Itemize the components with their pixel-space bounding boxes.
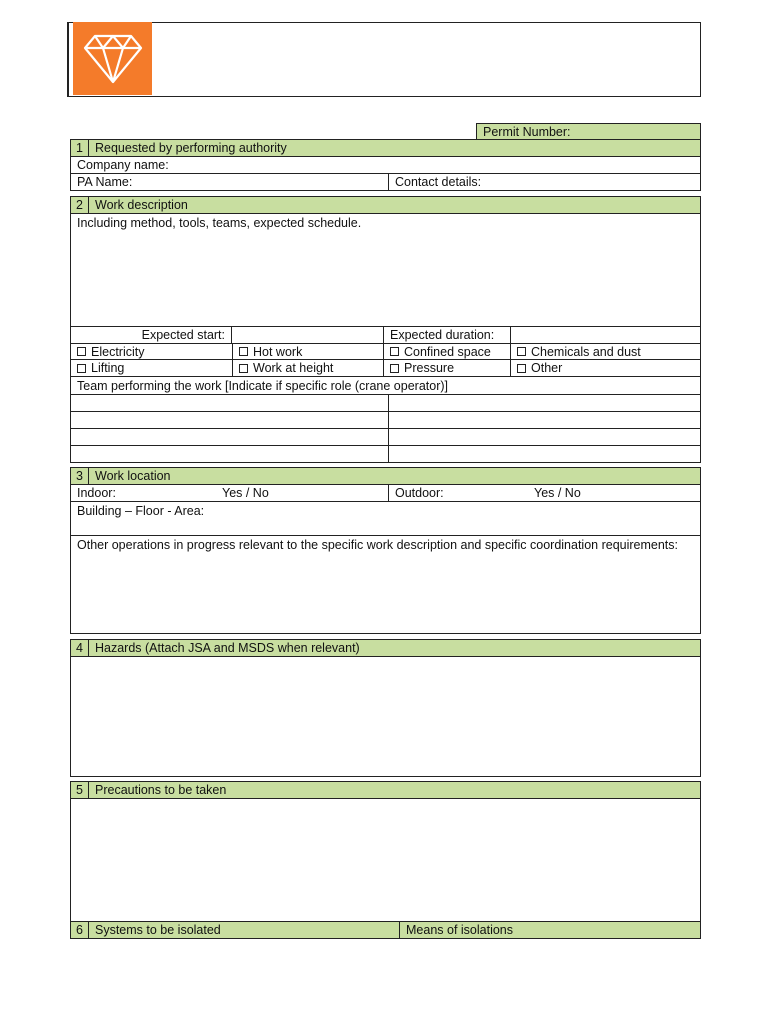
team-role-cell[interactable] — [389, 412, 700, 428]
checkbox-icon — [390, 364, 399, 373]
check-chemicals-dust[interactable] — [511, 344, 700, 359]
section-4-header — [70, 639, 701, 657]
diamond-icon — [83, 32, 143, 84]
pa-name-field[interactable] — [71, 174, 389, 190]
check-electricity[interactable] — [71, 344, 233, 359]
team-row — [70, 411, 701, 429]
section-1-number: 1 — [71, 140, 89, 156]
checkbox-icon — [239, 347, 248, 356]
team-row — [70, 445, 701, 463]
building-floor-area-label: Building – Floor - Area: — [77, 504, 205, 518]
company-logo — [73, 22, 152, 95]
team-role-cell[interactable] — [389, 446, 700, 462]
outdoor-value: Yes / No — [534, 486, 581, 500]
team-header-row — [70, 376, 701, 395]
team-member-cell[interactable] — [71, 446, 389, 462]
check-pressure[interactable] — [384, 360, 511, 376]
work-description-area[interactable] — [70, 213, 701, 327]
building-floor-area-field[interactable] — [70, 501, 701, 536]
section-2-header — [70, 196, 701, 214]
header-frame — [67, 22, 701, 97]
other-operations-area[interactable] — [70, 535, 701, 634]
team-row — [70, 428, 701, 446]
section-3-title: Work location — [95, 469, 171, 483]
section-6-number: 6 — [71, 922, 89, 938]
check-confined-space[interactable] — [384, 344, 511, 359]
checkbox-icon — [77, 364, 86, 373]
indoor-outdoor-row — [70, 484, 701, 502]
section-3-header — [70, 467, 701, 485]
team-member-cell[interactable] — [71, 412, 389, 428]
indoor-value: Yes / No — [222, 486, 269, 500]
checkbox-icon — [517, 364, 526, 373]
permit-number-label: Permit Number: — [483, 124, 571, 139]
section-5-number: 5 — [71, 782, 89, 798]
section-3-number: 3 — [71, 468, 89, 484]
check-lifting[interactable] — [71, 360, 233, 376]
checkbox-icon — [517, 347, 526, 356]
team-member-cell[interactable] — [71, 395, 389, 411]
section-4-number: 4 — [71, 640, 89, 656]
team-member-cell[interactable] — [71, 429, 389, 445]
section-5-title: Precautions to be taken — [95, 783, 227, 797]
section-5-header — [70, 781, 701, 799]
means-of-isolations-label: Means of isolations — [406, 923, 514, 937]
section-2-number: 2 — [71, 197, 89, 213]
expected-duration-label: Expected duration: — [384, 327, 511, 343]
pa-name-label: PA Name: — [77, 175, 133, 189]
check-hot-work[interactable] — [233, 344, 384, 359]
indoor-label: Indoor: — [77, 486, 116, 500]
check-confined-space-label: Confined space — [404, 344, 491, 359]
check-hot-work-label: Hot work — [253, 344, 303, 359]
contact-details-label: Contact details: — [395, 175, 482, 189]
check-pressure-label: Pressure — [404, 361, 455, 375]
checkbox-icon — [390, 347, 399, 356]
check-chemicals-dust-label: Chemicals and dust — [531, 344, 641, 359]
section-1-title: Requested by performing authority — [95, 141, 287, 155]
checkbox-icon — [77, 347, 86, 356]
expected-start-input[interactable] — [232, 327, 384, 343]
section-2-title: Work description — [95, 198, 188, 212]
check-electricity-label: Electricity — [91, 344, 145, 359]
indoor-field[interactable] — [71, 485, 389, 501]
company-name-row[interactable] — [70, 156, 701, 174]
work-description-hint: Including method, tools, teams, expected schedule. — [77, 216, 362, 230]
schedule-row — [70, 326, 701, 344]
team-row — [70, 394, 701, 412]
precautions-area[interactable] — [70, 798, 701, 922]
pa-contact-row — [70, 173, 701, 191]
check-work-at-height[interactable] — [233, 360, 384, 376]
expected-start-label: Expected start: — [71, 327, 232, 343]
company-name-label: Company name: — [77, 158, 169, 172]
team-role-cell[interactable] — [389, 395, 700, 411]
hazard-checks-row-1 — [70, 343, 701, 360]
hazard-checks-row-2 — [70, 359, 701, 377]
permit-number-field[interactable] — [476, 123, 701, 140]
other-operations-label: Other operations in progress relevant to the specific work description and specific coordination requirements: — [77, 538, 679, 552]
check-work-at-height-label: Work at height — [253, 361, 334, 375]
expected-duration-input[interactable] — [511, 327, 700, 343]
outdoor-field[interactable] — [389, 485, 700, 501]
contact-details-field[interactable] — [389, 174, 700, 190]
outdoor-label: Outdoor: — [395, 486, 444, 500]
team-role-cell[interactable] — [389, 429, 700, 445]
check-other[interactable] — [511, 360, 700, 376]
team-label: Team performing the work [Indicate if specific role (crane operator)] — [77, 378, 448, 393]
check-other-label: Other — [531, 361, 563, 375]
section-6-title: Systems to be isolated — [89, 922, 400, 938]
section-1-header — [70, 139, 701, 157]
section-6-header — [70, 921, 701, 939]
checkbox-icon — [239, 364, 248, 373]
hazards-area[interactable] — [70, 656, 701, 777]
check-lifting-label: Lifting — [91, 361, 125, 375]
section-4-title: Hazards (Attach JSA and MSDS when relevant) — [95, 641, 360, 655]
